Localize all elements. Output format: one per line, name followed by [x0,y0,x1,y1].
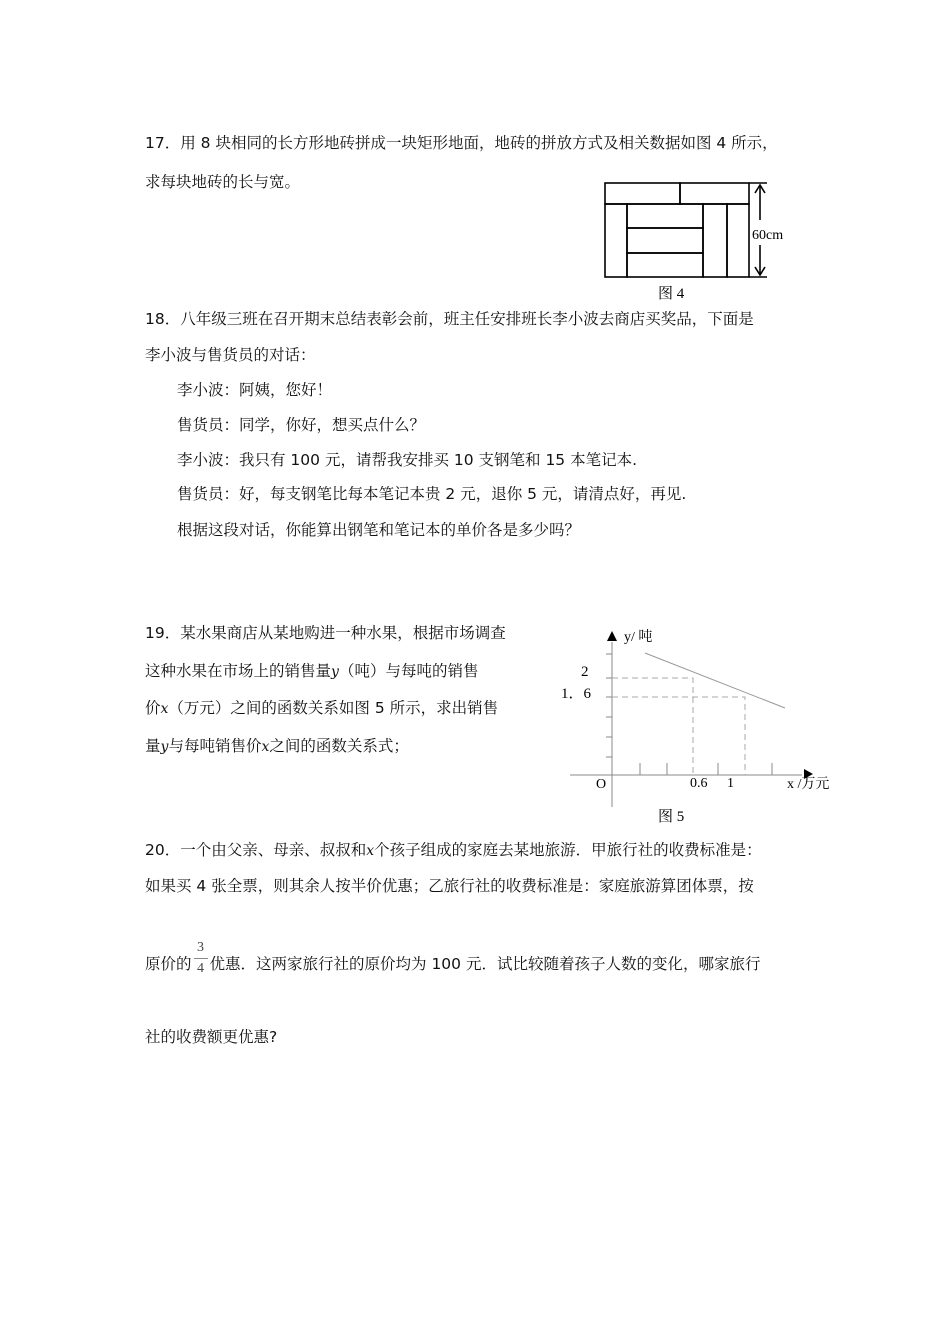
y-label-1-6: 1．6 [561,686,592,702]
x-axis-label: x /万元 [787,777,830,792]
var-x: x [261,739,270,755]
function-line [645,653,785,708]
text: 量 [145,737,161,755]
q19-line-1: 19．某水果商店从某地购进一种水果，根据市场调查 [145,624,506,642]
q20-line-4: 社的收费额更优惠? [145,1028,278,1046]
q20-line-2: 如果买 4 张全票，则其余人按半价优惠；乙旅行社的收费标准是：家庭旅游算团体票，按 [145,877,754,895]
dialog-line: 根据这段对话，你能算出钢笔和笔记本的单价各是多少吗？ [177,521,581,539]
x-label-0-6: 0.6 [690,776,708,791]
y-axis-arrow-icon [607,631,617,641]
text: 优惠．这两家旅行社的原价均为 100 元．试比较随着孩子人数的变化，哪家旅行 [209,955,761,973]
fraction-denominator: 4 [197,961,205,976]
q18-line-1: 18．八年级三班在召开期末总结表彰会前，班主任安排班长李小波去商店买奖品，下面是 [145,310,754,328]
y-axis-label: y/ 吨 [624,630,653,645]
text: 20．一个由父亲、母亲、叔叔和 [145,841,367,859]
x-label-1: 1 [727,776,734,791]
fraction-numerator: 3 [197,940,205,955]
q17-line-2: 求每块地砖的长与宽。 [145,173,301,191]
text: （吨）与每吨的销售 [338,662,479,680]
dialog-line: 售货员：同学，你好，想买点什么？ [177,416,426,434]
fraction-three-quarters [194,940,208,977]
text: 价 [145,699,161,717]
text: 之间的函数关系式； [269,737,409,755]
figure-4-caption: 图 4 [658,286,685,302]
figure-4-tiles [605,183,767,277]
dimension-label: 60cm [752,228,784,243]
q17-line-1: 17．用 8 块相同的长方形地砖拼成一块矩形地面，地砖的拼放方式及相关数据如图 4 所示， [145,134,778,152]
q20-line-3 [145,940,760,977]
origin-label: O [596,777,607,792]
q20-line-1 [145,840,762,861]
q19-line-2 [145,661,478,682]
var-x: x [160,701,169,717]
text: 与每吨销售价 [168,737,262,755]
dialog-line: 李小波：我只有 100 元，请帮我安排买 10 支钢笔和 15 本笔记本. [177,451,638,469]
q19-line-3 [145,698,498,719]
fraction-bar [194,958,208,959]
text: 这种水果在市场上的销售量 [145,662,332,680]
q18-line-2: 李小波与售货员的对话： [145,346,316,364]
dialog-line: 李小波：阿姨，您好！ [177,381,333,399]
text: 原价的 [145,955,192,973]
y-label-2: 2 [581,664,589,680]
figure-5-caption: 图 5 [658,809,685,825]
var-y: y [160,739,169,755]
guide-dashes [612,678,745,775]
text: 个孩子组成的家庭去某地旅游．甲旅行社的收费标准是： [374,841,762,859]
var-y: y [331,664,339,680]
q19-line-4 [145,736,409,757]
dialog-line: 售货员：好，每支钢笔比每本笔记本贵 2 元，退你 5 元，请清点好，再见. [177,485,687,503]
text: （万元）之间的函数关系如图 5 所示，求出销售 [168,699,499,717]
var-x: x [366,843,375,859]
